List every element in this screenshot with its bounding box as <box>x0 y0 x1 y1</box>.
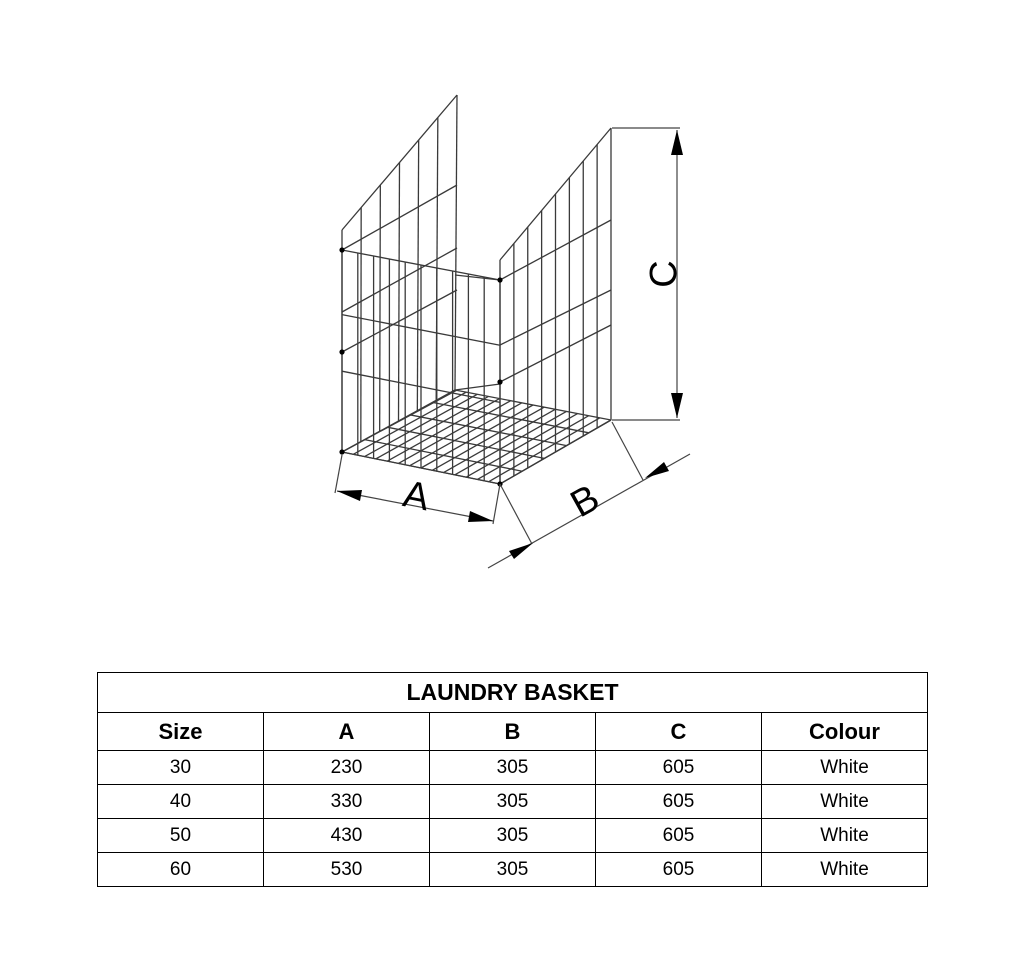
cell-b: 305 <box>430 785 596 819</box>
cell-size: 30 <box>98 751 264 785</box>
cell-colour: White <box>762 785 928 819</box>
cell-c: 605 <box>596 751 762 785</box>
cell-size: 40 <box>98 785 264 819</box>
bottom-grid-wire <box>477 416 588 480</box>
cell-colour: White <box>762 819 928 853</box>
weld-joint <box>339 349 344 354</box>
cell-colour: White <box>762 853 928 887</box>
bottom-grid-wire <box>421 405 533 468</box>
bottom-grid-wire <box>455 411 567 474</box>
cell-a: 230 <box>264 751 430 785</box>
bottom-grid-rail <box>365 440 523 472</box>
dim-a-label: A <box>399 473 433 520</box>
header-colour: Colour <box>762 713 928 751</box>
bottom-grid-rail <box>387 427 544 458</box>
dim-c-arrow-bottom <box>671 393 683 418</box>
cell-colour: White <box>762 751 928 785</box>
bottom-grid-wire <box>387 399 499 462</box>
table-row <box>98 785 928 819</box>
dim-a-extension-left <box>335 455 342 493</box>
cell-c: 605 <box>596 785 762 819</box>
cell-a: 430 <box>264 819 430 853</box>
dim-b-arrow-back <box>645 462 669 478</box>
table-row <box>98 853 928 887</box>
dim-b-label: B <box>563 476 607 527</box>
table-row <box>98 751 928 785</box>
table-title: LAUNDRY BASKET <box>98 673 928 713</box>
left-panel-wire <box>455 95 457 390</box>
cell-a: 530 <box>264 853 430 887</box>
cell-b: 305 <box>430 819 596 853</box>
cell-c: 605 <box>596 819 762 853</box>
weld-joint <box>497 379 502 384</box>
header-b: B <box>430 713 596 751</box>
dim-a-extension-right <box>493 484 500 524</box>
bottom-grid-wire <box>398 401 510 464</box>
dim-b-extension-back <box>612 422 643 480</box>
dimension-lines <box>335 128 690 568</box>
dim-c-arrow-top <box>671 130 683 155</box>
cell-a: 330 <box>264 785 430 819</box>
basket-wireframe <box>339 95 611 487</box>
bottom-grid-wire <box>410 403 522 466</box>
cell-size: 60 <box>98 853 264 887</box>
cell-size: 50 <box>98 819 264 853</box>
table-row <box>98 819 928 853</box>
dim-a-arrow-right <box>468 511 493 522</box>
left-panel-wire <box>380 185 381 431</box>
weld-joint <box>339 247 344 252</box>
laundry-basket-spec-table <box>97 672 928 887</box>
table-title-row <box>98 673 928 713</box>
bottom-grid-rail <box>455 390 611 420</box>
bottom-grid-wire <box>466 414 577 478</box>
dim-a-arrow-left <box>337 490 362 501</box>
back-rail <box>455 384 500 390</box>
cell-b: 305 <box>430 751 596 785</box>
left-panel-wire <box>417 140 418 411</box>
header-c: C <box>596 713 762 751</box>
cell-c: 605 <box>596 853 762 887</box>
bottom-grid-rail <box>432 402 588 432</box>
bottom-grid-wire <box>489 418 600 482</box>
header-size: Size <box>98 713 264 751</box>
cell-b: 305 <box>430 853 596 887</box>
dim-c-label: C <box>643 260 685 288</box>
dim-b-extension-front <box>500 484 532 544</box>
dim-b-arrow-front <box>509 543 533 559</box>
bottom-grid-rail <box>410 415 567 446</box>
bottom-grid-wire <box>353 392 466 454</box>
weld-joint <box>497 277 502 282</box>
header-a: A <box>264 713 430 751</box>
table-header-row <box>98 713 928 751</box>
weld-joint <box>339 449 344 454</box>
